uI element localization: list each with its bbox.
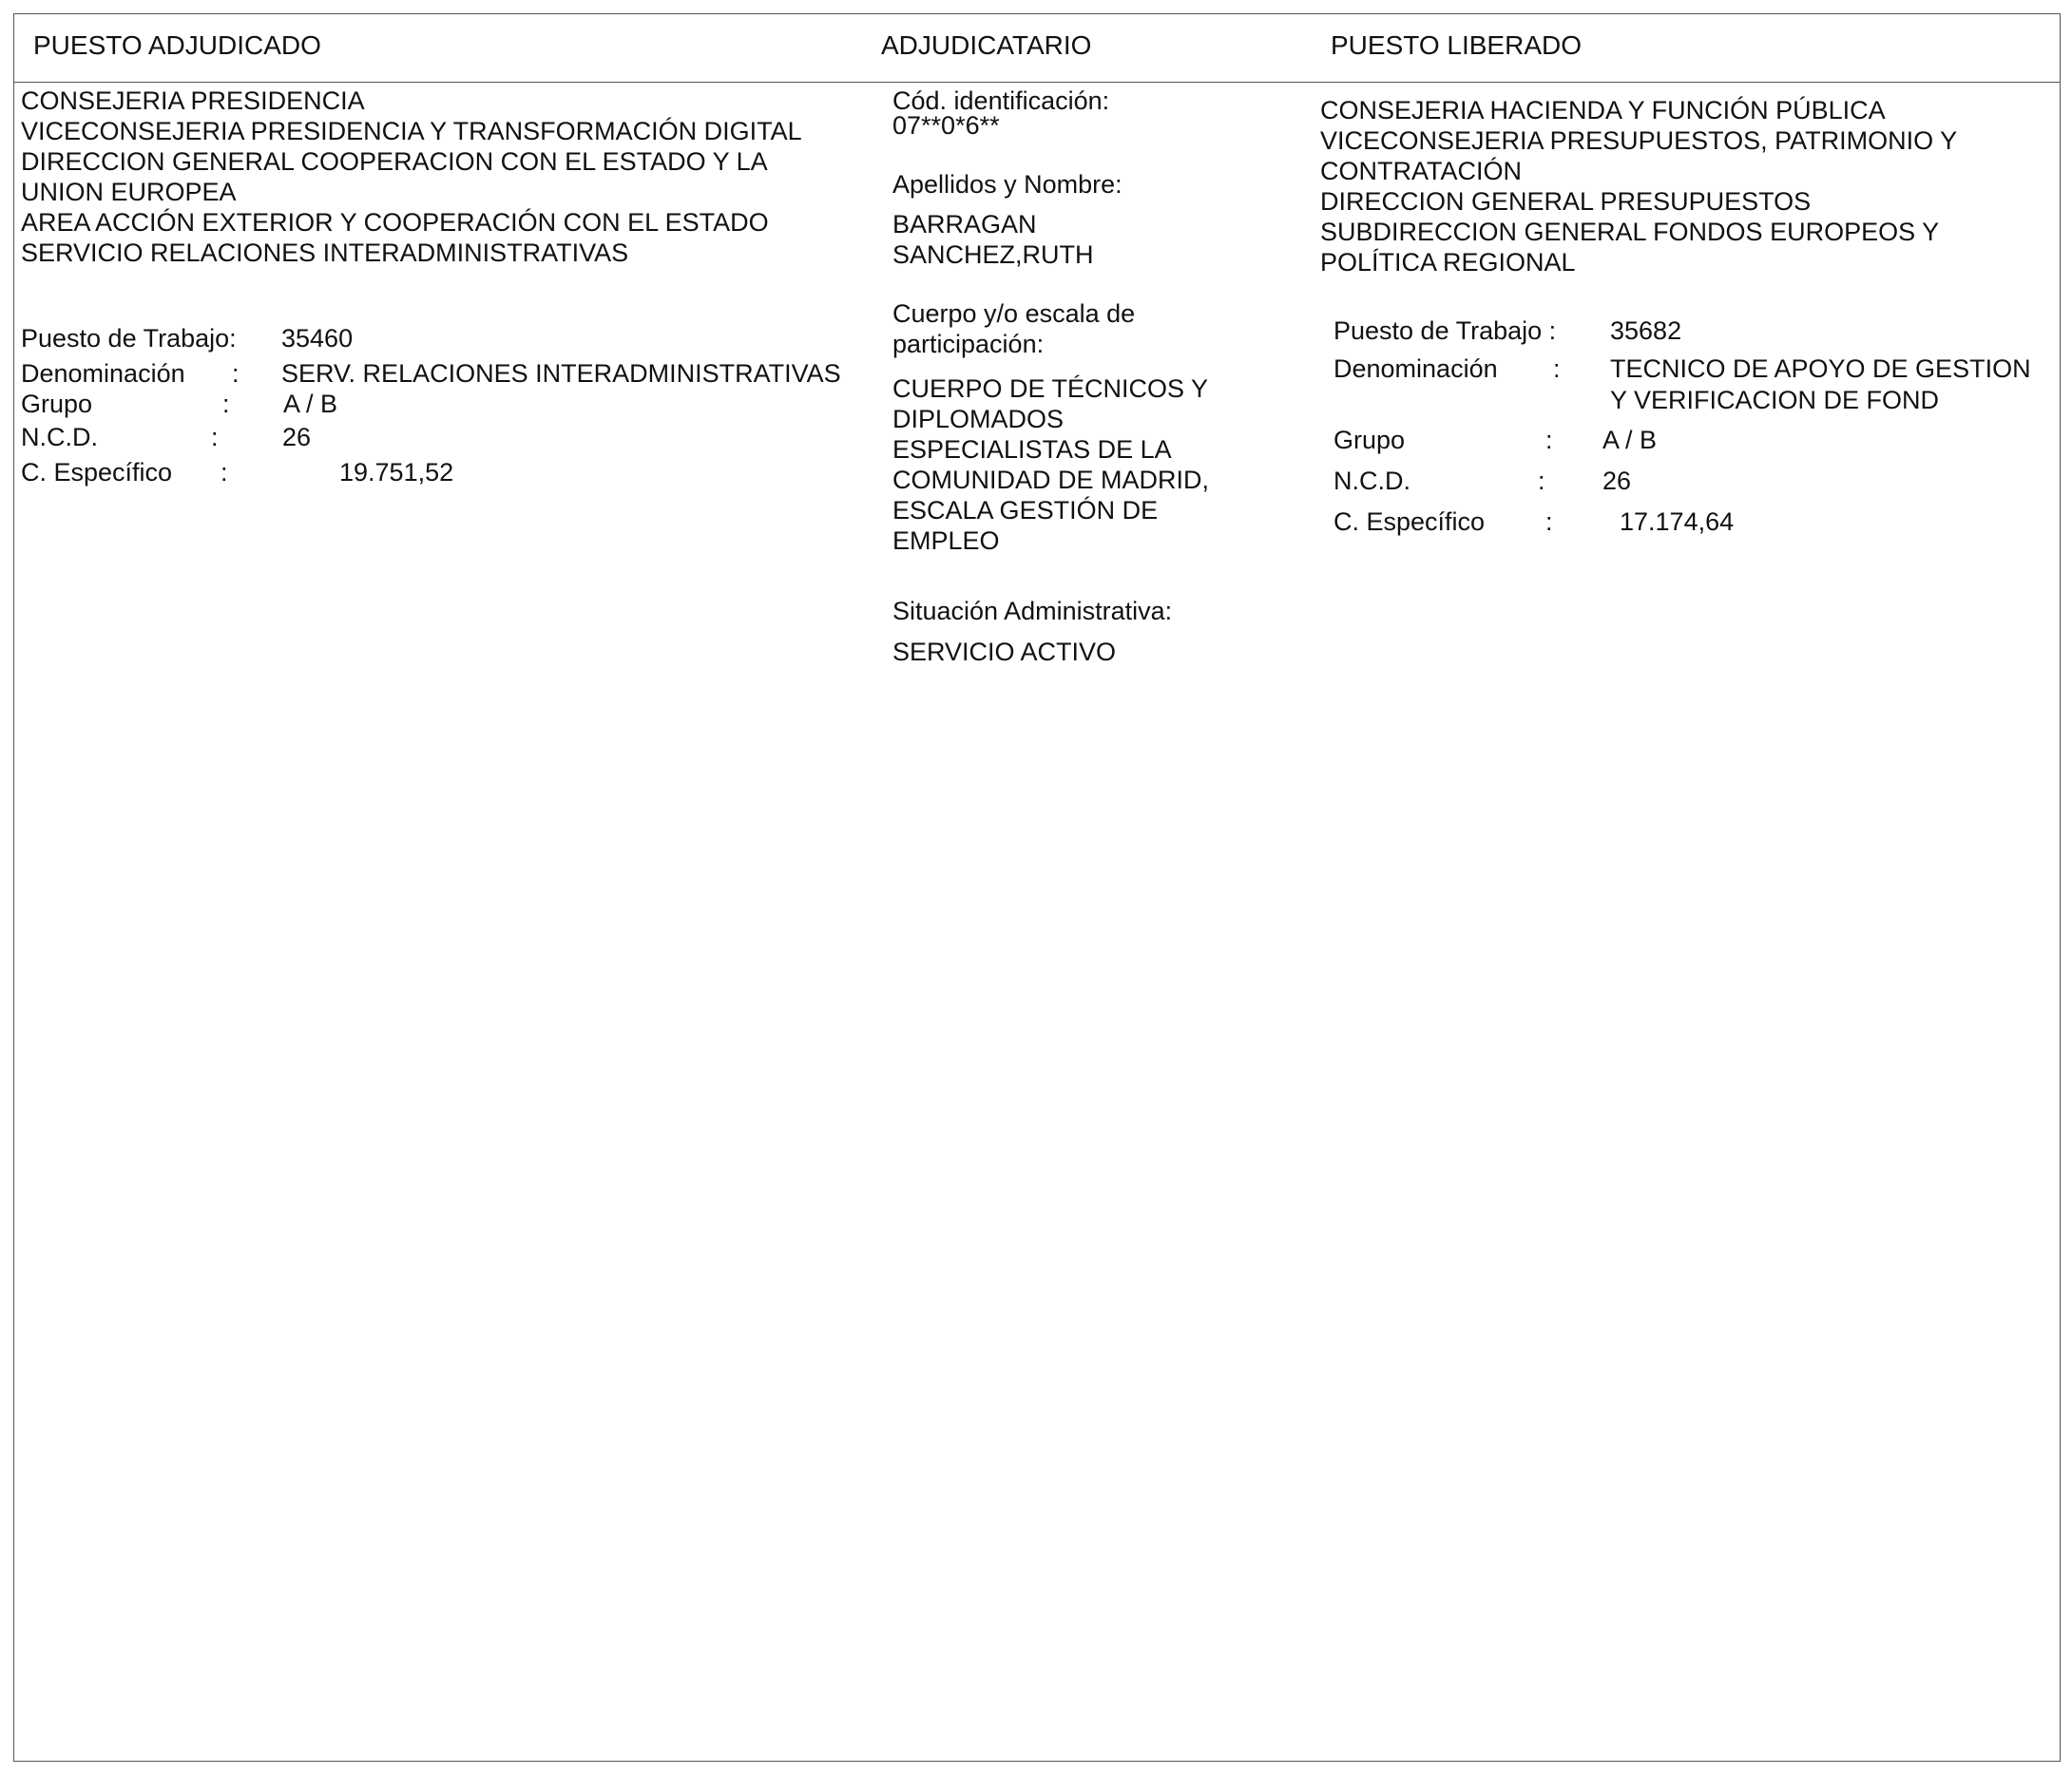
org-line: CONSEJERIA PRESIDENCIA (21, 86, 365, 115)
org-line: POLÍTICA REGIONAL (1320, 248, 1576, 277)
liberado-ncd-label: N.C.D. (1333, 467, 1410, 495)
colon: : (221, 458, 228, 487)
colon: : (211, 423, 219, 451)
cuerpo-line: EMPLEO (892, 526, 1000, 555)
cuerpo-line: ESPECIALISTAS DE LA (892, 435, 1172, 464)
apellidos-nombre-label: Apellidos y Nombre: (892, 170, 1122, 199)
header-puesto-liberado: PUESTO LIBERADO (1331, 30, 1583, 60)
adjudicado-denominacion-label: Denominación (21, 359, 185, 388)
header-divider (13, 82, 2061, 83)
colon: : (1538, 467, 1545, 495)
adjudicado-especifico-label: C. Específico (21, 458, 173, 487)
nombre-line: BARRAGAN (892, 210, 1037, 239)
adjudicado-organization (21, 86, 802, 268)
adjudicado-especifico-value: 19.751,52 (339, 458, 454, 487)
colon: : (1553, 354, 1561, 383)
adjudicado-grupo-value: A / B (283, 390, 338, 418)
cuerpo-label-line: Cuerpo y/o escala de (892, 299, 1136, 328)
liberado-especifico-value: 17.174,64 (1620, 507, 1735, 536)
liberado-denominacion-line: Y VERIFICACION DE FOND (1610, 386, 1940, 414)
liberado-denominacion-line: TECNICO DE APOYO DE GESTION (1610, 354, 2031, 383)
org-line: VICECONSEJERIA PRESUPUESTOS, PATRIMONIO Y (1320, 126, 1958, 155)
liberado-especifico-label: C. Específico (1333, 507, 1486, 536)
org-line: DIRECCION GENERAL COOPERACION CON EL ESTADO Y LA (21, 147, 768, 176)
cod-identificacion-label: Cód. identificación: (892, 86, 1110, 115)
liberado-puesto-label: Puesto de Trabajo : (1333, 316, 1557, 345)
liberado-grupo-value: A / B (1602, 426, 1658, 454)
colon: : (232, 359, 240, 388)
cuerpo-line: CUERPO DE TÉCNICOS Y (892, 374, 1209, 403)
org-line: UNION EUROPEA (21, 178, 237, 206)
org-line: AREA ACCIÓN EXTERIOR Y COOPERACIÓN CON EL ESTADO (21, 208, 769, 237)
cod-identificacion-value: 07**0*6** (892, 111, 1000, 140)
liberado-ncd-value: 26 (1602, 467, 1632, 495)
cuerpo-line: COMUNIDAD DE MADRID, (892, 466, 1210, 494)
situacion-administrativa-label: Situación Administrativa: (892, 597, 1173, 625)
adjudicado-ncd-value: 26 (282, 423, 312, 451)
liberado-puesto-value: 35682 (1610, 316, 1682, 345)
cuerpo-line: ESCALA GESTIÓN DE (892, 496, 1159, 525)
adjudicado-ncd-label: N.C.D. (21, 423, 98, 451)
nombre-line: SANCHEZ,RUTH (892, 240, 1094, 269)
header-puesto-adjudicado: PUESTO ADJUDICADO (33, 30, 321, 60)
colon: : (1545, 507, 1553, 536)
liberado-grupo-label: Grupo (1333, 426, 1406, 454)
org-line: VICECONSEJERIA PRESIDENCIA Y TRANSFORMACIÓN DIGITAL (21, 117, 802, 145)
adjudicado-puesto-label: Puesto de Trabajo: (21, 324, 237, 353)
cuerpo-escala (892, 373, 1209, 556)
adjudicado-puesto-value: 35460 (281, 324, 354, 353)
cuerpo-line: DIPLOMADOS (892, 405, 1065, 433)
org-line: DIRECCION GENERAL PRESUPUESTOS (1320, 187, 1812, 216)
situacion-administrativa-value: SERVICIO ACTIVO (892, 638, 1117, 666)
colon: : (1545, 426, 1553, 454)
org-line: CONSEJERIA HACIENDA Y FUNCIÓN PÚBLICA (1320, 96, 1886, 124)
header-adjudicatario: ADJUDICATARIO (881, 30, 1092, 60)
org-line: SUBDIRECCION GENERAL FONDOS EUROPEOS Y (1320, 218, 1940, 246)
adjudicado-grupo-label: Grupo (21, 390, 93, 418)
org-line: CONTRATACIÓN (1320, 157, 1522, 185)
liberado-organization (1320, 95, 1957, 277)
org-line: SERVICIO RELACIONES INTERADMINISTRATIVAS (21, 239, 629, 267)
liberado-denominacion-label: Denominación (1333, 354, 1498, 383)
adjudicado-denominacion-value: SERV. RELACIONES INTERADMINISTRATIVAS (281, 359, 841, 388)
colon: : (222, 390, 230, 418)
cuerpo-label-line: participación: (892, 330, 1045, 358)
